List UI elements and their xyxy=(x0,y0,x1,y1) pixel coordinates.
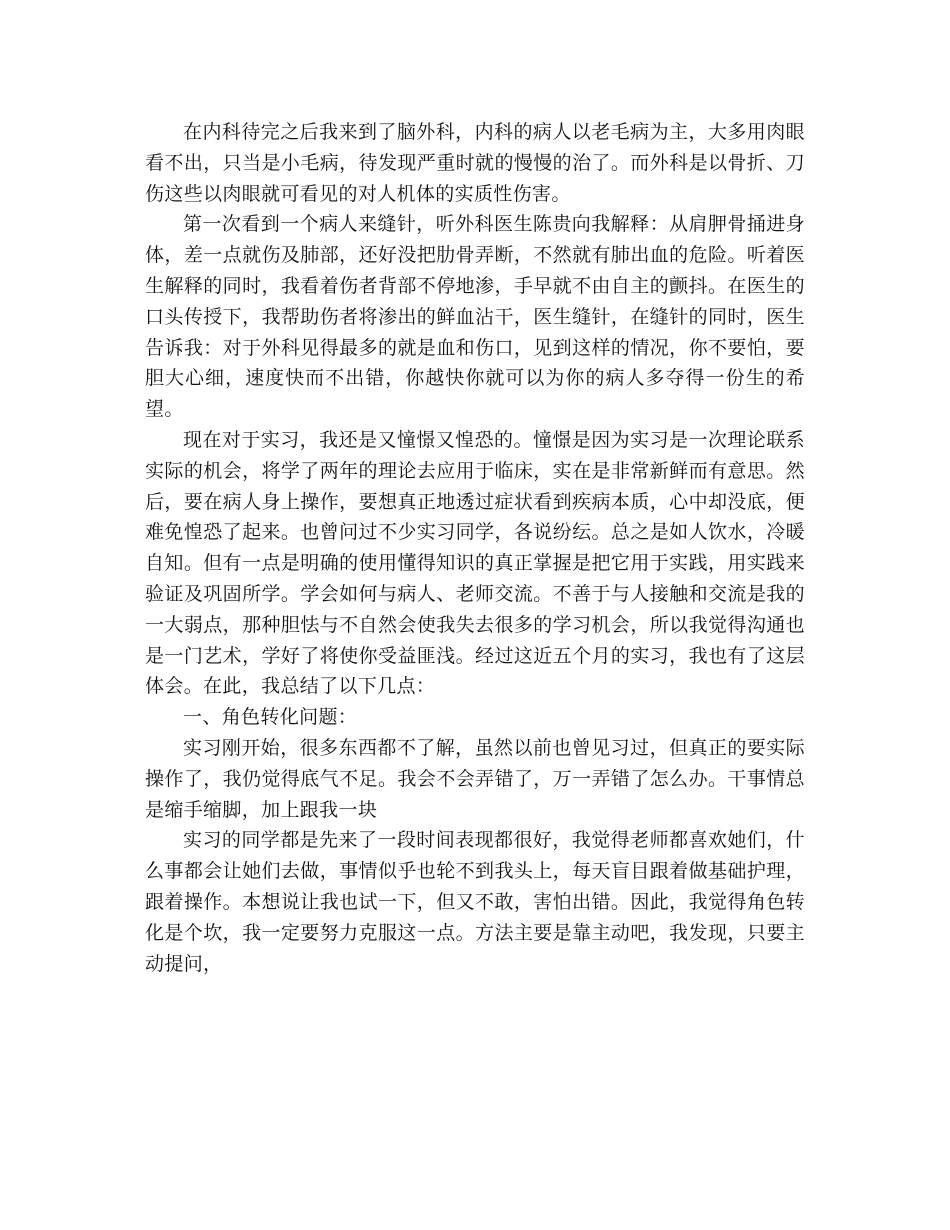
paragraph-1: 在内科待完之后我来到了脑外科，内科的病人以老毛病为主，大多用肉眼看不出，只当是小毛病，待发现严重时就的慢慢的治了。而外科是以骨折、刀伤这些以肉眼就可看见的对人机体的实质性伤害。 xyxy=(145,121,805,205)
section-heading-role-transition: 一、角色转化问题： xyxy=(183,706,358,729)
paragraph-5: 实习的同学都是先来了一段时间表现都很好，我觉得老师都喜欢她们，什么事都会让她们去做，事情似乎也轮不到我头上，每天盲目跟着做基础护理，跟着操作。本想说让我也试一下，但又不敢，害怕出错。因此，我觉得角色转化是个坎，我一定要努力克服这一点。方法主要是靠主动吧，我发现，只要主动提问， xyxy=(145,829,805,975)
paragraph-3: 现在对于实习，我还是又憧憬又惶恐的。憧憬是因为实习是一次理论联系实际的机会，将学了两年的理论去应用于临床，实在是非常新鲜而有意思。然后，要在病人身上操作，要想真正地透过症状看到疾病本质，心中却没底，便难免惶恐了起来。也曾问过不少实习同学，各说纷纭。总之是如人饮水，冷暖自知。但有一点是明确的使用懂得知识的真正掌握是把它用于实践，用实践来验证及巩固所学。学会如何与病人、老师交流。不善于与人接触和交流是我的一大弱点，那种胆怯与不自然会使我失去很多的学习机会，所以我觉得沟通也是一门艺术，学好了将使你受益匪浅。经过这近五个月的实习，我也有了这层体会。在此，我总结了以下几点： xyxy=(145,428,805,698)
document-body xyxy=(145,117,805,979)
paragraph-4: 实习刚开始，很多东西都不了解，虽然以前也曾见习过，但真正的要实际操作了，我仍觉得底气不足。我会不会弄错了，万一弄错了怎么办。干事情总是缩手缩脚，加上跟我一块 xyxy=(145,736,805,821)
paragraph-2: 第一次看到一个病人来缝针，听外科医生陈贵向我解释：从肩胛骨捅进身体，差一点就伤及肺部，还好没把肋骨弄断，不然就有肺出血的危险。听着医生解释的同时，我看着伤者背部不停地渗，手早就不由自主的颤抖。在医生的口头传授下，我帮助伤者将渗出的鲜血沾干，医生缝针，在缝针的同时，医生告诉我：对于外科见得最多的就是血和伤口，见到这样的情况，你不要怕，要胆大心细，速度快而不出错，你越快你就可以为你的病人多夺得一份生的希望。 xyxy=(145,213,805,421)
